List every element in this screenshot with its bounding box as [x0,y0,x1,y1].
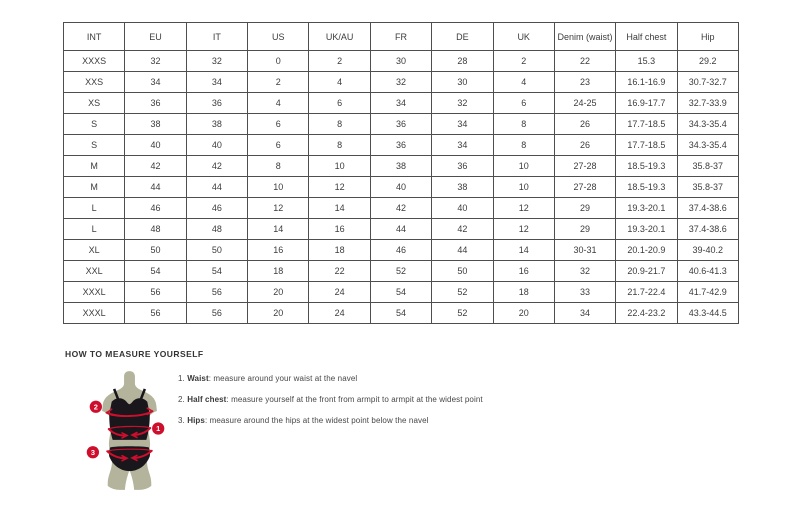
instruction-text: : measure around the hips at the widest point below the navel [204,416,429,425]
table-cell: 44 [370,219,431,240]
table-row [64,114,739,135]
size-label-cell: XXXS [64,51,125,72]
table-cell: 16.9-17.7 [616,93,677,114]
table-cell: 48 [125,219,186,240]
table-cell: 28 [432,51,493,72]
table-cell: 12 [248,198,309,219]
table-cell: 40 [370,177,431,198]
table-cell: 42 [370,198,431,219]
table-row [64,240,739,261]
table-cell: 54 [125,261,186,282]
size-label-cell: XXL [64,261,125,282]
table-cell: 36 [370,135,431,156]
instruction-text: : measure around your waist at the navel [208,374,358,383]
table-cell: 17.7-18.5 [616,114,677,135]
measure-heading: HOW TO MEASURE YOURSELF [65,349,204,359]
table-cell: 18 [493,282,554,303]
table-cell: 20.9-21.7 [616,261,677,282]
table-cell: 44 [432,240,493,261]
column-header: US [248,23,309,51]
column-header: FR [370,23,431,51]
table-cell: 46 [125,198,186,219]
table-cell: 2 [493,51,554,72]
size-label-cell: XXXL [64,282,125,303]
table-cell: 16.1-16.9 [616,72,677,93]
column-header: Hip [677,23,738,51]
measurement-figure [81,369,178,492]
table-cell: 0 [248,51,309,72]
table-cell: 44 [186,177,247,198]
table-cell: 6 [248,114,309,135]
table-cell: 30-31 [554,240,615,261]
column-header: Denim (waist) [554,23,615,51]
table-cell: 22.4-23.2 [616,303,677,324]
table-cell: 54 [186,261,247,282]
table-cell: 34 [432,135,493,156]
table-row [64,198,739,219]
table-row [64,93,739,114]
table-cell: 23 [554,72,615,93]
table-cell: 38 [370,156,431,177]
size-label-cell: S [64,135,125,156]
table-cell: 46 [370,240,431,261]
table-cell: 36 [370,114,431,135]
instruction-item [178,372,598,393]
table-cell: 38 [186,114,247,135]
column-header: IT [186,23,247,51]
table-cell: 34 [554,303,615,324]
size-label-cell: XS [64,93,125,114]
table-cell: 50 [125,240,186,261]
table-cell: 22 [554,51,615,72]
badge-hips [87,446,99,458]
table-cell: 24 [309,303,370,324]
table-cell: 33 [554,282,615,303]
table-cell: 10 [493,156,554,177]
table-row [64,303,739,324]
table-cell: 17.7-18.5 [616,135,677,156]
table-cell: 38 [432,177,493,198]
size-chart [63,22,739,324]
instruction-label: Waist [187,374,209,383]
table-cell: 52 [432,282,493,303]
table-cell: 29.2 [677,51,738,72]
table-cell: 21.7-22.4 [616,282,677,303]
table-cell: 35.8-37 [677,156,738,177]
table-cell: 24 [309,282,370,303]
table-cell: 32 [186,51,247,72]
table-row [64,282,739,303]
table-cell: 36 [432,156,493,177]
table-cell: 56 [186,303,247,324]
table-cell: 54 [370,282,431,303]
table-cell: 24-25 [554,93,615,114]
instruction-number: 2. [178,395,188,404]
table-cell: 40.6-41.3 [677,261,738,282]
table-row [64,135,739,156]
table-cell: 15.3 [616,51,677,72]
table-cell: 52 [370,261,431,282]
table-cell: 14 [309,198,370,219]
table-cell: 12 [309,177,370,198]
size-chart-header-row [64,23,739,51]
badge-waist [152,422,164,434]
size-chart-table [63,22,739,324]
table-cell: 56 [186,282,247,303]
table-cell: 8 [309,135,370,156]
table-cell: 36 [125,93,186,114]
table-row [64,72,739,93]
column-header: INT [64,23,125,51]
table-cell: 40 [186,135,247,156]
table-cell: 34.3-35.4 [677,135,738,156]
table-row [64,177,739,198]
badge-chest [90,401,102,413]
table-cell: 30 [432,72,493,93]
table-cell: 27-28 [554,177,615,198]
table-cell: 54 [370,303,431,324]
size-label-cell: L [64,219,125,240]
table-cell: 48 [186,219,247,240]
table-cell: 56 [125,282,186,303]
table-cell: 32 [432,93,493,114]
size-chart-head [64,23,739,51]
table-cell: 2 [309,51,370,72]
table-cell: 16 [248,240,309,261]
table-cell: 56 [125,303,186,324]
table-cell: 42 [432,219,493,240]
table-cell: 42 [186,156,247,177]
badge-waist-number: 1 [156,424,161,434]
column-header: UK/AU [309,23,370,51]
table-cell: 34.3-35.4 [677,114,738,135]
table-cell: 4 [493,72,554,93]
table-cell: 32 [554,261,615,282]
instruction-text: : measure yourself at the front from armpit to armpit at the widest point [226,395,483,404]
table-cell: 26 [554,114,615,135]
table-cell: 14 [248,219,309,240]
table-cell: 26 [554,135,615,156]
column-header: Half chest [616,23,677,51]
instruction-label: Half chest [187,395,227,404]
table-cell: 30.7-32.7 [677,72,738,93]
table-cell: 41.7-42.9 [677,282,738,303]
instruction-item [178,414,598,435]
table-cell: 40 [432,198,493,219]
table-cell: 18.5-19.3 [616,156,677,177]
column-header: UK [493,23,554,51]
table-cell: 14 [493,240,554,261]
size-chart-body [64,51,739,324]
table-cell: 36 [186,93,247,114]
instruction-label: Hips [187,416,205,425]
table-cell: 4 [248,93,309,114]
size-label-cell: XL [64,240,125,261]
table-cell: 20 [248,282,309,303]
measurement-instructions [178,372,598,435]
instruction-number: 1. [178,374,188,383]
table-cell: 16 [309,219,370,240]
table-cell: 35.8-37 [677,177,738,198]
table-cell: 12 [493,198,554,219]
table-cell: 40 [125,135,186,156]
table-cell: 6 [309,93,370,114]
table-cell: 6 [248,135,309,156]
table-cell: 8 [248,156,309,177]
column-header: DE [432,23,493,51]
size-label-cell: M [64,177,125,198]
size-label-cell: XXS [64,72,125,93]
table-cell: 10 [493,177,554,198]
mannequin-illustration-icon [81,369,178,492]
table-cell: 10 [309,156,370,177]
table-cell: 20.1-20.9 [616,240,677,261]
table-cell: 34 [370,93,431,114]
table-cell: 19.3-20.1 [616,198,677,219]
table-cell: 32 [370,72,431,93]
table-cell: 18.5-19.3 [616,177,677,198]
column-header: EU [125,23,186,51]
size-label-cell: L [64,198,125,219]
table-cell: 42 [125,156,186,177]
table-cell: 37.4-38.6 [677,198,738,219]
size-label-cell: XXXL [64,303,125,324]
table-row [64,156,739,177]
table-cell: 46 [186,198,247,219]
table-cell: 29 [554,219,615,240]
table-cell: 18 [248,261,309,282]
table-cell: 37.4-38.6 [677,219,738,240]
table-cell: 34 [125,72,186,93]
table-cell: 2 [248,72,309,93]
table-cell: 34 [186,72,247,93]
table-cell: 43.3-44.5 [677,303,738,324]
table-cell: 20 [493,303,554,324]
instruction-item [178,393,598,414]
table-cell: 39-40.2 [677,240,738,261]
table-cell: 8 [493,114,554,135]
table-cell: 12 [493,219,554,240]
size-label-cell: S [64,114,125,135]
table-cell: 8 [493,135,554,156]
table-cell: 50 [186,240,247,261]
table-row [64,219,739,240]
table-cell: 16 [493,261,554,282]
table-cell: 19.3-20.1 [616,219,677,240]
badge-hips-number: 3 [90,447,95,457]
table-cell: 18 [309,240,370,261]
size-label-cell: M [64,156,125,177]
table-cell: 20 [248,303,309,324]
table-cell: 27-28 [554,156,615,177]
table-cell: 38 [125,114,186,135]
table-cell: 30 [370,51,431,72]
table-cell: 44 [125,177,186,198]
table-cell: 29 [554,198,615,219]
table-cell: 50 [432,261,493,282]
table-row [64,261,739,282]
table-cell: 10 [248,177,309,198]
table-cell: 6 [493,93,554,114]
badge-chest-number: 2 [93,402,98,412]
table-cell: 32 [125,51,186,72]
table-cell: 52 [432,303,493,324]
table-cell: 34 [432,114,493,135]
table-cell: 4 [309,72,370,93]
table-cell: 32.7-33.9 [677,93,738,114]
instruction-number: 3. [178,416,188,425]
table-row [64,51,739,72]
table-cell: 22 [309,261,370,282]
table-cell: 8 [309,114,370,135]
